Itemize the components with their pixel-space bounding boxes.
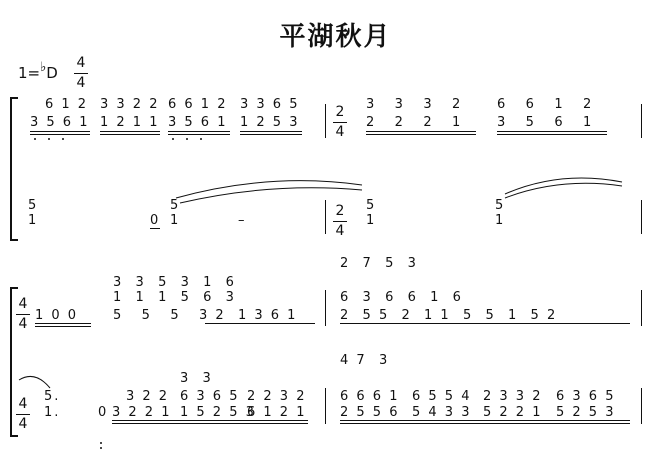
notes-s1-main-4: 1 2 5 3: [240, 115, 300, 130]
notes-s2-up-4: 6 6 6 1: [340, 389, 400, 404]
note-s1-low-pitch-2: 5: [170, 198, 181, 213]
notes-s2-up-7: 6 3 6 5: [556, 389, 616, 404]
time-signature-change-lower: 2 4: [331, 203, 349, 240]
notes-s1-top-2: 3 3 2 2: [100, 97, 160, 112]
time-top: 4: [76, 55, 86, 71]
rest-s1: 0: [150, 213, 161, 228]
notes-s2-low-6: 5 2 2 1: [483, 405, 543, 420]
notes-s2-low-2: 1 5 2 5 3: [180, 405, 256, 420]
notes-s1-main-6: 3 5 6 1: [497, 115, 594, 130]
notes-s2-main-3: 2 5 5 2 1 1 5 5 1 5 2: [340, 308, 558, 323]
note-s1-low-pitch-3: 5: [366, 198, 377, 213]
time-signature-change: 2 4: [331, 104, 349, 141]
notes-s1-top-4: 3 3 6 5: [240, 97, 300, 112]
notes-s2-low-3: 6 1 2 1: [247, 405, 307, 420]
notes-s2-low-top-2: 4 7 3: [340, 353, 390, 368]
time-signature-s2-lower: 4 4: [14, 396, 32, 433]
notes-s1-top-6: 6 6 1 2: [497, 97, 594, 112]
notes-s2-top-2: 2 7 5 3: [340, 256, 418, 271]
key-prefix: 1=: [18, 64, 41, 82]
note-s1-low-pitch-4: 5: [495, 198, 506, 213]
note-s1-low-hold: 1: [28, 213, 39, 228]
notes-s2-up-3: 2 2 3 2: [247, 389, 307, 404]
note-s2-left-pitch: 5.: [44, 389, 61, 404]
dash-s1: –: [238, 213, 247, 228]
time-bottom: 4: [76, 75, 86, 91]
notes-s2-up-2: 6 3 6 5: [180, 389, 240, 404]
notes-s2-mid-1: 1 1 1 5 6 3: [113, 290, 236, 305]
note-s1-low-pitch: 5: [28, 198, 39, 213]
notes-s2-low-4: 2 5 5 6: [340, 405, 400, 420]
notes-s2-low-top-1: 3 3: [180, 371, 213, 386]
note-s1-low-hold-2: 1: [170, 213, 181, 228]
flat-icon: ♭: [40, 60, 47, 75]
notes-s1-top-3: 6 6 1 2: [168, 97, 228, 112]
notes-s2-low-5: 5 4 3 3: [412, 405, 472, 420]
notes-s2-up-1: 3 2 2: [126, 389, 170, 404]
notes-s2-mid-2: 6 3 6 6 1 6: [340, 290, 463, 305]
notes-s1-top-1: 6 1 2: [45, 97, 89, 112]
key-note: D: [46, 64, 58, 82]
notes-s1-main-3: 3 5 6 1: [168, 115, 228, 130]
note-s1-low-hold-4: 1: [495, 213, 506, 228]
time-signature-s2-upper: 4 4: [14, 296, 32, 333]
notes-s1-main-5: 2 2 2 1: [366, 115, 463, 130]
notes-s2-low-7: 5 2 5 3: [556, 405, 616, 420]
notes-s1-top-5: 3 3 3 2: [366, 97, 463, 112]
notes-s2-main-1: 1 0 0: [35, 308, 79, 323]
note-s2-left-hold: 1.: [44, 405, 61, 420]
page-title: 平湖秋月: [279, 22, 392, 52]
notes-s2-low-1: 3 2 2 1: [112, 405, 172, 420]
notes-s2-top-1: 3 3 5 3 1 6: [113, 275, 236, 290]
note-s1-low-hold-3: 1: [366, 213, 377, 228]
rest-s2: 0: [98, 405, 109, 420]
notes-s2-up-6: 2 3 3 2: [483, 389, 543, 404]
notes-s1-main-2: 1 2 1 1: [100, 115, 160, 130]
notes-s2-main-2: 5 5 5 3 2 1 3 6 1: [113, 308, 298, 323]
notes-s2-up-5: 6 5 5 4: [412, 389, 472, 404]
notes-s1-main-1: 3 5 6 1: [30, 115, 90, 130]
